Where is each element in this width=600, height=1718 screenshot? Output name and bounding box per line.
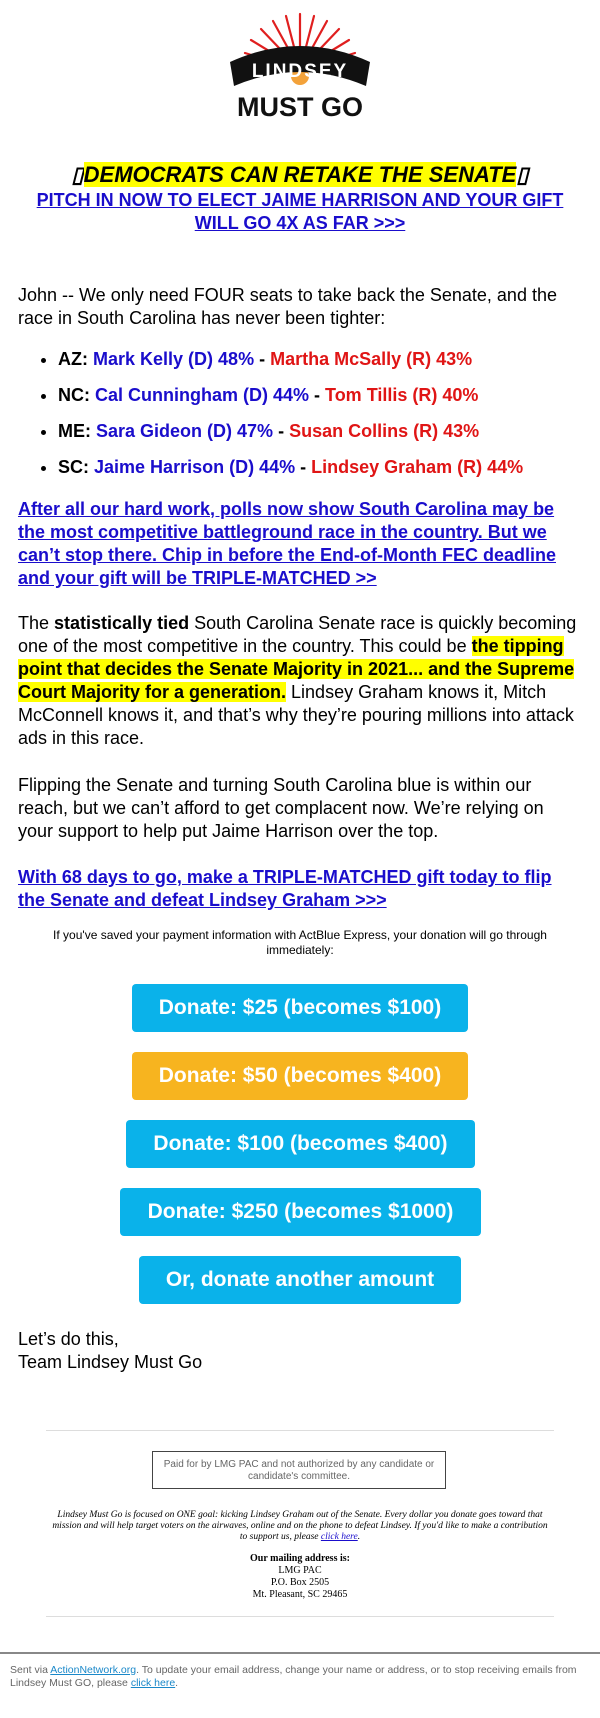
unsubscribe-click-here-link[interactable]: click here (130, 1677, 176, 1689)
poll-dem: Mark Kelly (D) 48% (93, 349, 255, 369)
para-bold: statistically tied (54, 613, 190, 633)
poll-separator: - (295, 457, 312, 477)
poll-rep: Tom Tillis (R) 40% (325, 385, 479, 405)
poll-item-sc (58, 453, 600, 489)
footer-text-b: . To update your email address, change your name or address, or to stop receiving emails from Lindsey Must GO, please (10, 1664, 577, 1689)
footer-text-c: . (175, 1677, 179, 1689)
donate-50-button[interactable]: Donate: $50 (becomes $400) (132, 1052, 468, 1100)
poll-separator: - (309, 385, 326, 405)
actblue-express-note: If you've saved your payment information with ActBlue Express, your donation will go through immediately: (53, 928, 547, 957)
poll-state: AZ: (58, 349, 88, 369)
logo-graphic (220, 10, 380, 130)
intro-text: John -- We only need FOUR seats to take back the Senate, and the race in South Carolina has never been tighter: (18, 285, 557, 328)
mission-end: . (357, 1532, 361, 1542)
address-line3: Mt. Pleasant, SC 29465 (252, 1589, 348, 1600)
para-text: Lindsey Graham knows it, Mitch McConnell knows it, and that’s why they’re pouring millions into attack ads in this race. (18, 682, 574, 748)
pitch-in-link[interactable]: PITCH IN NOW TO ELECT JAIME HARRISON AND YOUR GIFT WILL GO 4X AS FAR >>> (36, 190, 564, 233)
para-text: South Carolina Senate race is quickly becoming one of the most competitive in the country. This could be (18, 613, 577, 656)
sixty-eight-days-link[interactable]: With 68 days to go, make a TRIPLE-MATCHED gift today to flip the Senate and defeat Lindsey Graham >>> (18, 867, 552, 910)
poll-dem: Cal Cunningham (D) 44% (95, 385, 310, 405)
poll-separator: - (273, 421, 290, 441)
poll-separator: - (254, 349, 271, 369)
divider-bottom (46, 1616, 554, 1617)
poll-dem: Jaime Harrison (D) 44% (94, 457, 296, 477)
poll-item-nc (58, 381, 600, 417)
address-line1: LMG PAC (278, 1565, 322, 1576)
headline-glyph-right: ▯ (516, 162, 529, 187)
headline-text: DEMOCRATS CAN RETAKE THE SENATE (83, 162, 517, 187)
para-highlight: the tipping point that decides the Senate Majority in 2021... and the Supreme Court Majority for a generation. (18, 636, 575, 702)
body-paragraph-flip: Flipping the Senate and turning South Carolina blue is within our reach, but we can’t afford to get complacent now. We’re relying on your support to help put Jaime Harrison over the top. (18, 775, 544, 841)
donate-100-button[interactable]: Donate: $100 (becomes $400) (126, 1120, 475, 1168)
poll-rep: Susan Collins (R) 43% (289, 421, 480, 441)
poll-state: NC: (58, 385, 90, 405)
logo-line1: LINDSEY (251, 61, 349, 82)
poll-state: ME: (58, 421, 91, 441)
footer-text-a: Sent via (10, 1664, 51, 1676)
poll-item-me (58, 417, 600, 453)
mission-statement (50, 1510, 550, 1543)
mission-click-here-link[interactable]: click here (320, 1532, 358, 1542)
signoff-line1: Let’s do this, (18, 1329, 119, 1349)
poll-dem: Sara Gideon (D) 47% (96, 421, 274, 441)
body-paragraph-tied (18, 612, 582, 750)
poll-item-az (58, 345, 600, 381)
divider-top (46, 1430, 554, 1431)
address-label: Our mailing address is: (250, 1553, 350, 1564)
poll-rep: Lindsey Graham (R) 44% (311, 457, 524, 477)
polls-list (18, 345, 600, 489)
headline-glyph-left: ▯ (71, 162, 84, 187)
address-line2: P.O. Box 2505 (270, 1577, 330, 1588)
signoff-line2: Team Lindsey Must Go (18, 1352, 203, 1372)
poll-rep: Martha McSally (R) 43% (270, 349, 473, 369)
donate-25-button[interactable]: Donate: $25 (becomes $100) (132, 984, 468, 1032)
lindsey-must-go-logo (220, 10, 380, 130)
footer-divider (0, 1652, 600, 1654)
mission-text: Lindsey Must Go is focused on ONE goal: kicking Lindsey Graham out of the Senate. Every dollar you donate goes toward that mission and will help target voters on the airwaves, online and on the phone to defeat Lindsey. If you'd like to make a contribution to support us, please (52, 1510, 548, 1542)
signoff (18, 1328, 202, 1374)
para-text: The (18, 613, 55, 633)
mailing-address (150, 1553, 450, 1601)
triple-match-link[interactable]: After all our hard work, polls now show South Carolina may be the most competitive battleground race in the country. But we can’t stop there. Chip in before the End-of-Month FEC deadline and your gift will be TRIPLE-MATCHED >> (18, 499, 556, 588)
donate-other-amount-button[interactable]: Or, donate another amount (139, 1256, 461, 1304)
donate-250-button[interactable]: Donate: $250 (becomes $1000) (120, 1188, 481, 1236)
headline (20, 162, 580, 188)
actionnetwork-link[interactable]: ActionNetwork.org (50, 1664, 137, 1676)
footer-text (10, 1664, 590, 1690)
logo-line2: MUST GO (237, 92, 363, 122)
paid-for-disclaimer: Paid for by LMG PAC and not authorized by any candidate or candidate's committee. (152, 1451, 446, 1489)
poll-state: SC: (58, 457, 89, 477)
